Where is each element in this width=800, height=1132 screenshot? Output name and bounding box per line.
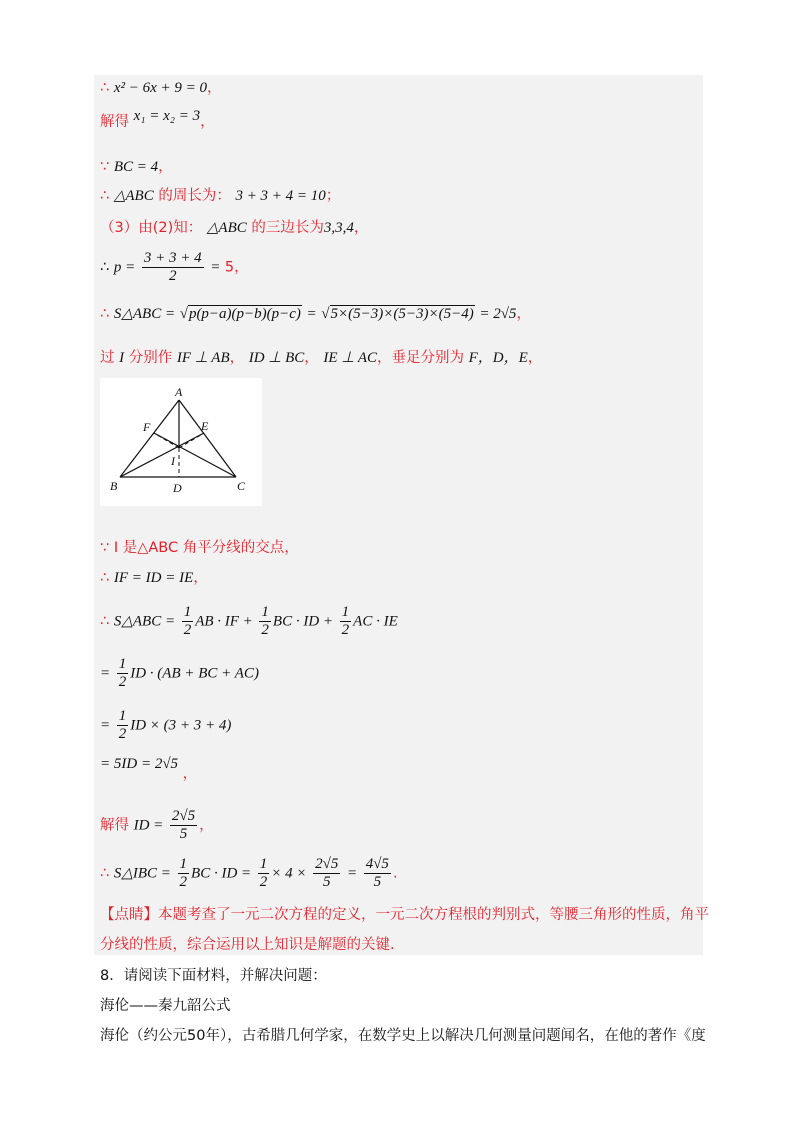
line-part3 <box>100 218 368 238</box>
problem-8-title: 8．请阅读下面材料，并解决问题： <box>100 968 327 984</box>
radicand: p(p−a)(p−b)(p−c) <box>188 306 301 322</box>
lhs: p = <box>113 259 136 276</box>
equation: IF = ID = IE <box>113 570 194 586</box>
comment-line-1: 【点睛】本题考查了一元二次方程的定义，一元二次方程根的判别式，等腰三角形的性质，角平 <box>100 907 709 923</box>
equation: BC = 4 <box>113 159 159 175</box>
label-i: I <box>171 454 175 468</box>
line-solve-id: 解得 ID = $\frac{2√5}{5}$ ， <box>100 808 214 842</box>
equation: x² − 6x + 9 = 0 <box>113 80 208 96</box>
sides: 3,3,4 <box>323 220 354 236</box>
because-symbol: ∵ <box>100 159 110 175</box>
label-f: F <box>143 420 151 434</box>
punct: ， <box>516 306 531 322</box>
therefore-symbol: ∴ <box>100 259 110 276</box>
bisector-b <box>120 433 204 477</box>
fraction: $\frac{3 + 3 + 4}{2}$ <box>143 250 202 284</box>
text: 的三边长为 <box>251 220 324 236</box>
line-area-numbers: = $\frac{1}{2}$ ID × (3 + 3 + 4) <box>100 708 232 742</box>
line-heron: ∴ S△ABC = √p(p−a)(p−b)(p−c) = √5×(5−3)×(5−3)×(5−4) = 2√5， <box>100 306 531 322</box>
line-area-sum: ∴ S△ABC = $\frac{1}{2}$ AB · IF + $\frac{1}{2}$ BC · ID + $\frac{1}{2}$ AC · IE <box>100 604 398 638</box>
line-perpendiculars: 过 I 分别作 IF ⊥ AB， ID ⊥ BC， IE ⊥ AC，垂足分别为 F，D，E， <box>100 350 543 366</box>
punct: ， <box>200 114 215 130</box>
punct: ； <box>325 188 341 204</box>
punct: ， <box>158 159 173 175</box>
equation: 3 + 3 + 4 = 10 <box>235 188 326 204</box>
triangle-diagram <box>100 378 262 506</box>
label-b: B <box>110 479 118 493</box>
equation: x₁ = x₂ = 3 <box>133 108 201 124</box>
line-area-factor: = $\frac{1}{2}$ ID · (AB + BC + AC) <box>100 656 259 690</box>
therefore-symbol: ∴ <box>100 306 110 322</box>
therefore-symbol: ∴ <box>100 570 110 586</box>
problem-8-heading: 海伦——秦九韶公式 <box>100 998 231 1014</box>
triangle-label: △ABC <box>206 220 247 236</box>
punct: ， <box>234 259 249 276</box>
side-ac <box>179 400 236 477</box>
result: 5 <box>224 259 235 276</box>
rhs: = 2√5 <box>479 306 517 322</box>
triangle-label: △ABC <box>113 188 154 204</box>
line-equal-distances <box>100 568 208 588</box>
equals: = <box>306 306 317 322</box>
comment-line-2: 分线的性质，综合运用以上知识是解题的关键. <box>100 937 395 953</box>
bisector-c <box>154 433 236 477</box>
problem-8-text: 海伦（约公元50年），古希腊几何学家，在数学史上以解决几何测量问题闻名，在他的著作《度 <box>100 1028 706 1044</box>
therefore-symbol: ∴ <box>100 80 110 96</box>
punct: ， <box>193 570 208 586</box>
line-semiperimeter <box>100 250 249 285</box>
line-area-ibc: ∴ S△IBC = $\frac{1}{2}$ BC · ID = $\frac{1}{2}$ × 4 × $\frac{2√5}{5}$ = $\frac{4√5}{5}$ . <box>100 856 398 890</box>
text: （3）由(2)知： <box>100 220 203 236</box>
line-id-equation: = 5ID = 2√5 ， <box>100 756 198 782</box>
text: ∵ I 是△ABC 角平分线的交点， <box>100 540 299 556</box>
line-equation <box>100 78 222 98</box>
therefore-symbol: ∴ <box>100 613 110 630</box>
line-bc <box>100 157 173 177</box>
text: 的周长为： <box>158 188 231 204</box>
label-d: D <box>173 481 182 495</box>
radicand: 5×(5−3)×(5−3)×(5−4) <box>330 306 474 322</box>
perp-ie <box>179 433 204 448</box>
label-c: C <box>237 479 246 493</box>
equals: = <box>210 259 221 276</box>
punct: ， <box>353 220 369 236</box>
label-e: E <box>201 419 209 433</box>
therefore-symbol: ∴ <box>100 188 110 204</box>
line-incenter <box>100 538 299 558</box>
text: 解得 <box>100 114 129 130</box>
perp-if <box>154 433 179 448</box>
line-solve-roots <box>100 108 215 132</box>
label-a: A <box>175 385 183 399</box>
lhs: S△ABC = <box>113 306 176 322</box>
punct: ， <box>207 80 222 96</box>
line-perimeter <box>100 186 340 206</box>
triangle-figure <box>100 378 262 506</box>
